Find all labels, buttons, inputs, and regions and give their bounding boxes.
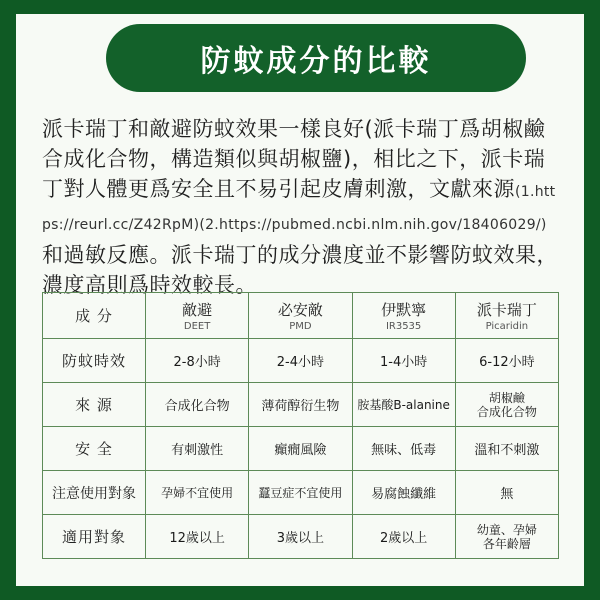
table-cell: 12歲以上: [146, 515, 249, 559]
table-cell: 溫和不刺激: [455, 427, 558, 471]
table-row: [43, 339, 559, 383]
header-col-picaridin: [455, 293, 558, 339]
table-cell: 合成化合物: [146, 383, 249, 427]
table-cell: 易腐蝕纖維: [352, 471, 455, 515]
table-header-row: [43, 293, 559, 339]
table-cell: 薄荷醇衍生物: [249, 383, 352, 427]
comparison-table: [42, 292, 559, 559]
column-sub: Picaridin: [485, 321, 529, 332]
table-cell: 2-4小時: [249, 339, 352, 383]
table-cell: 孕婦不宜使用: [146, 471, 249, 515]
intro-paragraph: [42, 114, 564, 300]
intro-text: 派卡瑞丁和敵避防蚊效果一樣良好(派卡瑞丁爲胡椒鹼合成化合物，構造類似與胡椒鹽)，相比之下，派卡瑞丁對人體更爲安全且不易引起皮膚刺激，文獻來源: [42, 117, 546, 201]
table-cell: 無: [455, 471, 558, 515]
table-cell: 癲癇風險: [249, 427, 352, 471]
reference-links: (1.https://reurl.cc/Z42RpM)(2.https://pubmed.ncbi.nlm.nih.gov/18406029/): [42, 184, 556, 233]
row-label: 注意使用對象: [43, 471, 146, 515]
table-cell: 蠶豆症不宜使用: [249, 471, 352, 515]
table-cell: 6-12小時: [455, 339, 558, 383]
column-name: 伊默寧: [381, 301, 427, 319]
infographic-card: [16, 14, 584, 586]
column-sub: PMD: [289, 321, 312, 332]
table-cell: 2-8小時: [146, 339, 249, 383]
table-row: [43, 515, 559, 559]
table-cell: 無味、低毒: [352, 427, 455, 471]
table-row: [43, 383, 559, 427]
row-label: 防蚊時效: [43, 339, 146, 383]
column-sub: DEET: [183, 321, 211, 332]
table-cell: 3歲以上: [249, 515, 352, 559]
table-cell: 2歲以上: [352, 515, 455, 559]
table-cell: 幼童、孕婦 各年齡層: [455, 515, 558, 559]
row-label: 適用對象: [43, 515, 146, 559]
header-label: 成 分: [43, 293, 146, 339]
table-row: [43, 471, 559, 515]
page-title: 防蚊成分的比較: [106, 24, 526, 92]
column-sub: IR3535: [385, 321, 422, 332]
table-row: [43, 427, 559, 471]
header-col-pmd: [249, 293, 352, 339]
table-cell: 胡椒鹼 合成化合物: [455, 383, 558, 427]
row-label: 來 源: [43, 383, 146, 427]
header-col-deet: [146, 293, 249, 339]
column-name: 敵避: [182, 301, 213, 319]
table-cell: 1-4小時: [352, 339, 455, 383]
column-name: 必安敵: [277, 301, 323, 319]
header-col-ir3535: [352, 293, 455, 339]
intro-text-continued: 和過敏反應。派卡瑞丁的成分濃度並不影響防蚊效果，濃度高則爲時效較長。: [42, 243, 558, 297]
table-cell: 胺基酸B-alanine: [352, 383, 455, 427]
column-name: 派卡瑞丁: [476, 301, 537, 319]
table-cell: 有刺激性: [146, 427, 249, 471]
row-label: 安 全: [43, 427, 146, 471]
